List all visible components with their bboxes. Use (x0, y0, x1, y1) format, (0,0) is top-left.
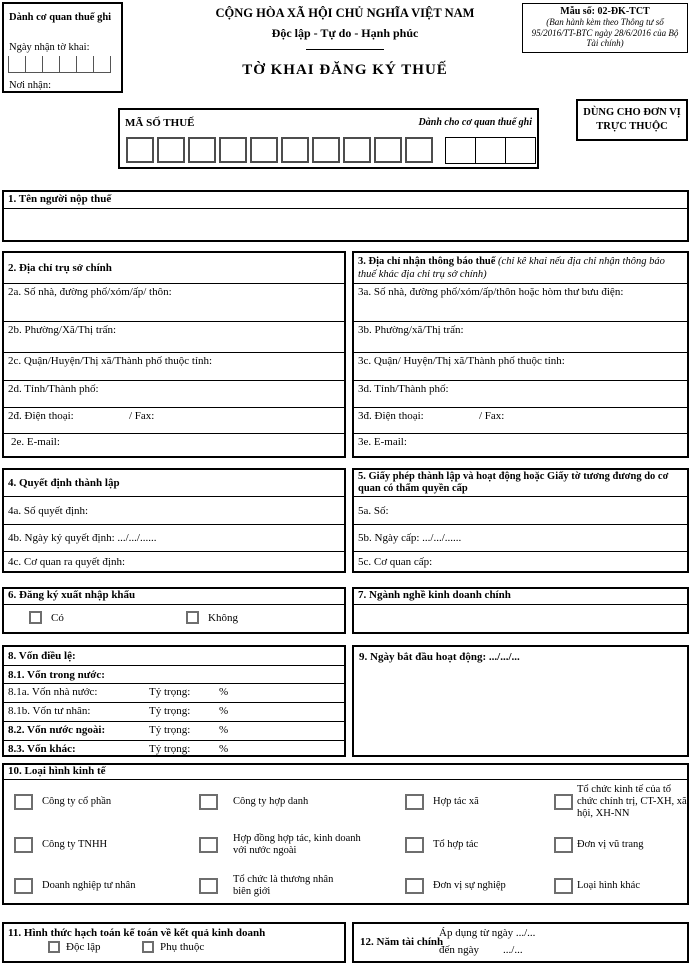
tax-office-box (2, 2, 123, 93)
tax-code-suffix-cell[interactable] (475, 137, 506, 164)
tax-code-label: MÃ SỐ THUẾ (125, 117, 195, 129)
fax-label: / Fax: (129, 410, 155, 422)
field-label: 2d. Tỉnh/Thành phố: (8, 383, 99, 395)
field-label: 3a. Số nhà, đường phố/xóm/ấp/thôn hoặc hòm thư bưu điện: (358, 286, 624, 298)
tax-code-cell[interactable] (312, 137, 340, 163)
field-label: 8.1a. Vốn nhà nước: (8, 686, 98, 698)
tax-code-cell[interactable] (343, 137, 371, 163)
option-label: Tổ hợp tác (433, 838, 479, 850)
country-title: CỘNG HÒA XÃ HỘI CHỦ NGHĨA VIỆT NAM (215, 6, 475, 20)
tax-code-suffix-cells[interactable] (446, 137, 536, 169)
section10-title: 10. Loại hình kinh tế (4, 765, 687, 780)
decision-date-field[interactable] (4, 525, 344, 552)
tax-code-box (118, 108, 539, 169)
checkbox-dependent[interactable] (142, 941, 154, 953)
notice-district-field[interactable] (354, 353, 687, 381)
option-label: Không (208, 611, 238, 624)
phone-label: 2đ. Điện thoại: (8, 410, 74, 422)
fiscal-to-dots: .../... (503, 944, 523, 956)
option-dependent[interactable] (142, 941, 204, 953)
fax-label: / Fax: (479, 410, 505, 422)
option-label: Đơn vị sự nghiệp (433, 879, 506, 891)
recipient-label: Nơi nhận: (9, 80, 52, 91)
section3-title-note: (chỉ kê khai nếu địa chỉ nhận thông báo thuế khác địa chỉ trụ sở chính) (358, 256, 665, 280)
option-label: Công ty hợp danh (233, 795, 309, 807)
header-divider (306, 49, 384, 50)
ratio-label: Tỷ trọng: (149, 686, 191, 698)
section-start-date (352, 645, 689, 757)
option-label: Hợp tác xã (433, 795, 479, 807)
tax-code-cells[interactable] (126, 137, 433, 163)
notice-street-field[interactable] (354, 284, 687, 322)
dependent-unit-box (576, 99, 688, 141)
date-cell[interactable] (25, 56, 43, 73)
tax-code-cell[interactable] (157, 137, 185, 163)
form-no: Mẫu số: 02-ĐK-TCT (560, 6, 650, 17)
private-capital-field[interactable] (4, 703, 344, 722)
option-border-trader[interactable] (199, 866, 374, 905)
section12-title: 12. Năm tài chính (360, 936, 444, 948)
tax-code-cell[interactable] (250, 137, 278, 163)
section7-title: 7. Ngành nghề kinh doanh chính (354, 589, 687, 605)
email-label: 2e. E-mail: (11, 436, 60, 448)
address-district-field[interactable] (4, 353, 344, 381)
field-label: 2a. Số nhà, đường phố/xóm/ấp/ thôn: (8, 286, 172, 298)
tax-code-cell[interactable] (405, 137, 433, 163)
address-province-field[interactable] (4, 381, 344, 408)
phone-label: 3đ. Điện thoại: (358, 410, 424, 422)
notice-phone-fax-field[interactable] (354, 408, 687, 434)
field-label: 5a. Số: (358, 504, 389, 517)
field-label: 2c. Quận/Huyện/Thị xã/Thành phố thuộc tỉnh: (8, 355, 213, 367)
option-yes[interactable] (29, 611, 64, 624)
option-label: Doanh nghiệp tư nhân (42, 879, 136, 891)
email-field[interactable] (4, 434, 344, 456)
section6-title: 6. Đăng ký xuất nhập khẩu (4, 589, 344, 605)
checkbox-llc[interactable] (14, 837, 33, 853)
tax-code-cell[interactable] (219, 137, 247, 163)
checkbox-private-enterprise[interactable] (14, 878, 33, 894)
other-capital-field[interactable] (4, 741, 344, 755)
license-date-field[interactable] (354, 525, 687, 552)
checkbox-armed-unit[interactable] (554, 837, 573, 853)
field-label: 3c. Quận/ Huyện/Thị xã/Thành phố thuộc tỉnh: (358, 355, 565, 367)
economic-type-row-1 (4, 780, 687, 823)
dependent-unit-label: DÙNG CHO ĐƠN VỊ TRỰC THUỘC (583, 107, 681, 132)
checkbox-joint-stock[interactable] (14, 794, 33, 810)
option-foreign-contract[interactable] (199, 823, 374, 866)
fiscal-to-label: đến ngày (439, 944, 480, 956)
import-export-options (4, 605, 344, 631)
notice-province-field[interactable] (354, 381, 687, 408)
checkbox-other-type[interactable] (554, 878, 573, 894)
tax-code-cell[interactable] (281, 137, 309, 163)
ratio-label: Tỷ trọng: (149, 705, 191, 717)
economic-type-row-2 (4, 823, 687, 866)
section-import-export (2, 587, 346, 634)
license-number-field[interactable] (354, 497, 687, 525)
section1-title: 1. Tên người nộp thuế (4, 192, 687, 209)
ratio-label: Tỷ trọng: (149, 724, 191, 736)
fiscal-year-from[interactable] (439, 927, 535, 939)
option-public-service[interactable] (405, 866, 535, 905)
option-label: Công ty cổ phần (42, 795, 112, 807)
section-head-office-address (2, 251, 346, 458)
date-cell[interactable] (59, 56, 77, 73)
option-cooperative[interactable] (405, 780, 535, 823)
taxpayer-name-field[interactable] (4, 209, 687, 240)
option-armed-unit[interactable] (554, 823, 687, 866)
tax-code-suffix-cell[interactable] (445, 137, 476, 164)
ratio-label: Tỷ trọng: (149, 743, 191, 755)
national-motto: Độc lập - Tự do - Hạnh phúc (271, 26, 419, 40)
date-cell[interactable] (8, 56, 26, 73)
percent-label: % (219, 686, 229, 698)
section3-title (354, 253, 687, 284)
tax-code-cell[interactable] (374, 137, 402, 163)
field-label: 2b. Phường/Xã/Thị trấn: (8, 324, 117, 336)
field-label: 3d. Tỉnh/Thành phố: (358, 383, 449, 395)
tax-code-cell[interactable] (126, 137, 154, 163)
national-header (145, 6, 545, 79)
section4-title: 4. Quyết định thành lập (4, 470, 344, 497)
economic-type-row-3 (4, 866, 687, 905)
checkbox-yes[interactable] (29, 611, 42, 624)
field-label: 5b. Ngày cấp: .../.../...... (358, 532, 462, 544)
checkbox-coop-group[interactable] (405, 837, 424, 853)
start-date-field[interactable] (354, 667, 687, 747)
form-no-box (522, 3, 688, 53)
state-capital-field[interactable] (4, 684, 344, 703)
notice-ward-field[interactable] (354, 322, 687, 353)
section-taxpayer-name (2, 190, 689, 242)
form-issued-note: (Ban hành kèm theo Thông tư số 95/2016/TT-BTC ngày 28/6/2016 của Bộ Tài chính) (531, 17, 679, 48)
tax-code-suffix-cell[interactable] (505, 137, 536, 164)
option-llc[interactable] (14, 823, 194, 866)
option-independent[interactable] (48, 941, 101, 953)
notice-email-field[interactable] (354, 434, 687, 456)
date-cell[interactable] (42, 56, 60, 73)
option-political-org[interactable] (554, 780, 687, 823)
percent-label: % (219, 743, 229, 755)
section-economic-type (2, 763, 689, 905)
date-cell[interactable] (93, 56, 111, 73)
license-agency-field[interactable] (354, 552, 687, 571)
section-fiscal-year (352, 922, 689, 963)
date-received-label: Ngày nhận tờ khai: (9, 42, 90, 53)
field-label: 5c. Cơ quan cấp: (358, 555, 433, 568)
fiscal-year-to[interactable] (439, 944, 523, 956)
section-notice-address (352, 251, 689, 458)
checkbox-political-org[interactable] (554, 794, 573, 810)
option-partnership[interactable] (199, 780, 389, 823)
tax-code-cell[interactable] (188, 137, 216, 163)
phone-fax-field[interactable] (4, 408, 344, 434)
option-label: Độc lập (66, 941, 101, 953)
field-label: 4b. Ngày ký quyết định: .../.../...... (8, 532, 157, 544)
option-other-type[interactable] (554, 866, 687, 905)
option-label: Đơn vị vũ trang (577, 838, 644, 850)
fiscal-from-label: Áp dụng từ ngày .../... (439, 927, 536, 939)
section11-title: 11. Hình thức hạch toán kế toán về kết quả kinh doanh (8, 927, 266, 939)
field-label: 4a. Số quyết định: (8, 504, 89, 517)
section-main-business (352, 587, 689, 634)
checkbox-foreign-contract[interactable] (199, 837, 218, 853)
accounting-options (4, 939, 344, 959)
option-no[interactable] (186, 611, 238, 624)
checkbox-public-service[interactable] (405, 878, 424, 894)
percent-label: % (219, 705, 229, 717)
address-street-field[interactable] (4, 284, 344, 322)
option-label: Tổ chức là thương nhân biên giới (233, 873, 334, 897)
section-license (352, 468, 689, 573)
field-label: 3b. Phường/xã/Thị trấn: (358, 324, 464, 336)
checkbox-border-trader[interactable] (199, 878, 218, 894)
percent-label: % (219, 724, 229, 736)
foreign-capital-field[interactable] (4, 722, 344, 741)
section2-title: 2. Địa chỉ trụ sở chính (4, 253, 344, 284)
option-label: Tổ chức kinh tế của tổ chức chính trị, CT-XH, xã hội, XH-NN (577, 783, 687, 819)
option-coop-group[interactable] (405, 823, 535, 866)
section3-title-main: 3. Địa chỉ nhận thông báo thuế (358, 256, 499, 267)
checkbox-independent[interactable] (48, 941, 60, 953)
tax-code-office-note: Dành cho cơ quan thuế ghi (418, 117, 532, 128)
section5-title: 5. Giấy phép thành lập và hoạt động hoặc Giấy tờ tương đương do cơ quan có thẩm quyền cấp (354, 470, 687, 497)
field-label: 8.3. Vốn khác: (8, 743, 76, 755)
decision-number-field[interactable] (4, 497, 344, 525)
decision-agency-field[interactable] (4, 552, 344, 571)
option-label: Hợp đồng hợp tác, kinh doanh với nước ngoài (233, 832, 361, 856)
option-label: Công ty TNHH (42, 838, 108, 850)
field-label: 4c. Cơ quan ra quyết định: (8, 555, 126, 568)
field-label: 8.1b. Vốn tư nhân: (8, 705, 91, 717)
option-label: Có (51, 611, 64, 624)
checkbox-cooperative[interactable] (405, 794, 424, 810)
option-label: Phụ thuộc (160, 941, 205, 953)
section-charter-capital (2, 645, 346, 757)
checkbox-no[interactable] (186, 611, 199, 624)
section-accounting-form (2, 922, 346, 963)
option-private-enterprise[interactable] (14, 866, 194, 905)
page-title: TỜ KHAI ĐĂNG KÝ THUẾ (242, 62, 448, 78)
field-label: 8.2. Vốn nước ngoài: (8, 724, 106, 736)
domestic-capital-title: 8.1. Vốn trong nước: (4, 666, 344, 684)
option-label: Loại hình khác (577, 879, 640, 891)
date-cell[interactable] (76, 56, 94, 73)
section-establishment-decision (2, 468, 346, 573)
option-joint-stock[interactable] (14, 780, 194, 823)
email-label: 3e. E-mail: (358, 436, 407, 448)
section8-title: 8. Vốn điều lệ: (4, 647, 344, 666)
checkbox-partnership[interactable] (199, 794, 218, 810)
section9-title: 9. Ngày bắt đầu hoạt động: .../.../... (359, 651, 520, 663)
address-ward-field[interactable] (4, 322, 344, 353)
tax-office-box-title: Dành cơ quan thuế ghi (9, 12, 112, 23)
date-received-cells[interactable] (9, 56, 111, 78)
main-business-field[interactable] (354, 605, 687, 632)
